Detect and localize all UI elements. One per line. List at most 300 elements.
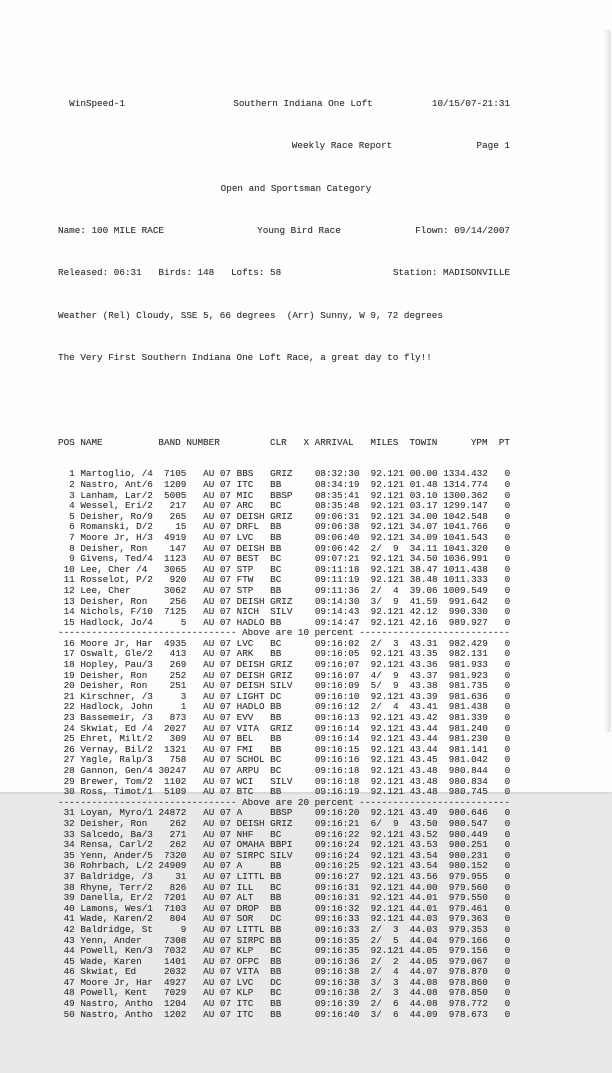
cell-ypm: 978.673 xyxy=(443,1008,488,1020)
cell-miles: 92.121 xyxy=(370,489,405,501)
cell-x xyxy=(304,701,310,712)
cell-arrival: 09:16:20 xyxy=(314,807,360,819)
cell-pt: 0 xyxy=(499,860,511,872)
cell-ypm: 980.449 xyxy=(443,828,488,840)
cell-clr: BB xyxy=(270,955,293,967)
cell-x xyxy=(304,500,310,511)
cell-band: 271 xyxy=(158,828,187,840)
cell-name: Moore Jr, Har xyxy=(80,976,153,988)
cell-x xyxy=(304,977,310,988)
cell-towin: 44.01 xyxy=(409,892,438,904)
cell-band: 1102 xyxy=(158,775,187,787)
cell-arrival: 09:16:38 xyxy=(314,976,360,988)
cell-pos: 5 xyxy=(58,510,75,522)
cell-clr: BB xyxy=(270,733,293,745)
cell-name: Oswalt, Gle/2 xyxy=(80,648,153,660)
cell-towin: 39.06 xyxy=(409,584,438,596)
cell-arrival: 09:16:25 xyxy=(314,860,360,872)
cell-pt: 0 xyxy=(499,659,511,671)
cell-x xyxy=(304,659,310,670)
cell-name: Bassemeir, /3 xyxy=(80,712,153,724)
cell-band-prefix: AU 07 xyxy=(203,584,232,596)
cell-miles: 3/ 3 xyxy=(370,976,405,988)
cell-miles: 92.121 xyxy=(370,468,405,480)
cell-band: 5005 xyxy=(158,489,187,501)
cell-arrival: 09:16:05 xyxy=(314,648,360,660)
cell-clr: DC xyxy=(270,690,293,702)
cell-band: 7029 xyxy=(158,987,187,999)
cell-clr: BB xyxy=(270,902,293,914)
cell-loft: SCHOL xyxy=(236,754,265,766)
cell-x xyxy=(304,818,310,829)
cell-loft: DEISH xyxy=(236,595,265,607)
cell-clr: BC xyxy=(270,754,293,766)
cell-band: 7103 xyxy=(158,902,187,914)
cell-name: Deisher, Ron xyxy=(80,595,153,607)
cell-x xyxy=(304,871,310,882)
cell-pt: 0 xyxy=(499,945,511,957)
cell-name: Romanski, D/2 xyxy=(80,521,153,533)
category-title: Open and Sportsman Category xyxy=(220,182,372,194)
cell-clr: BC xyxy=(270,574,293,586)
cell-clr: SILV xyxy=(270,775,293,787)
cell-towin: 34.07 xyxy=(409,521,438,533)
cell-pt: 0 xyxy=(499,902,511,914)
cell-towin: 44.07 xyxy=(409,966,438,978)
organization-title: Southern Indiana One Loft xyxy=(233,97,373,109)
cell-loft: ALT xyxy=(236,892,265,904)
cell-towin: 34.00 xyxy=(409,510,438,522)
cell-x xyxy=(304,733,310,744)
cell-band: 31 xyxy=(158,870,187,882)
cell-band: 7105 xyxy=(158,468,187,480)
cell-band-prefix: AU 07 xyxy=(203,881,232,893)
cell-pos: 35 xyxy=(58,849,75,861)
cell-ypm: 980.745 xyxy=(443,786,488,798)
cell-name: Nastro, Ant/6 xyxy=(80,478,153,490)
cell-band-prefix: AU 07 xyxy=(203,839,232,851)
cell-miles: 92.121 xyxy=(370,574,405,586)
cell-name: Hadlock, Jo/4 xyxy=(80,616,153,628)
cell-ypm: 979.353 xyxy=(443,923,488,935)
cell-clr: BB xyxy=(270,542,293,554)
cell-clr: BC xyxy=(270,553,293,565)
cell-pt: 0 xyxy=(499,913,511,925)
cell-towin: 44.05 xyxy=(409,955,438,967)
cell-towin: 43.54 xyxy=(409,849,438,861)
cell-loft: ITC xyxy=(236,478,265,490)
cell-band-prefix: AU 07 xyxy=(203,870,232,882)
cell-miles: 92.121 xyxy=(370,743,405,755)
cell-ypm: 1041.543 xyxy=(443,531,488,543)
cell-pt: 0 xyxy=(499,849,511,861)
cell-band-prefix: AU 07 xyxy=(203,945,232,957)
cell-pt: 0 xyxy=(499,669,511,681)
cell-loft: STP xyxy=(236,563,265,575)
cell-miles: 6/ 9 xyxy=(370,817,405,829)
cell-pt: 0 xyxy=(499,574,511,586)
cell-pos: 17 xyxy=(58,648,75,660)
cell-arrival: 09:14:30 xyxy=(314,595,360,607)
cell-clr: BB xyxy=(270,860,293,872)
cell-band: 1123 xyxy=(158,553,187,565)
cell-band-prefix: AU 07 xyxy=(203,542,232,554)
cell-x xyxy=(304,638,310,649)
page-number: Page 1 xyxy=(476,140,510,152)
cell-pt: 0 xyxy=(499,881,511,893)
cell-band: 309 xyxy=(158,733,187,745)
cell-pos: 24 xyxy=(58,722,75,734)
cell-pos: 13 xyxy=(58,595,75,607)
cell-ypm: 1041.320 xyxy=(443,542,488,554)
cell-band-prefix: AU 07 xyxy=(203,987,232,999)
cell-arrival: 09:16:13 xyxy=(314,712,360,724)
cell-band-prefix: AU 07 xyxy=(203,913,232,925)
cell-arrival: 08:32:30 xyxy=(314,468,360,480)
cell-ypm: 982.429 xyxy=(443,637,488,649)
cell-pos: 48 xyxy=(58,987,75,999)
cell-miles: 92.121 xyxy=(370,754,405,766)
cell-ypm: 981.230 xyxy=(443,733,488,745)
cell-clr: BC xyxy=(270,563,293,575)
cell-x xyxy=(304,956,310,967)
cell-band-prefix: AU 07 xyxy=(203,828,232,840)
cell-x xyxy=(304,882,310,893)
cell-towin: 34.11 xyxy=(409,542,438,554)
cell-name: Moore Jr, H/3 xyxy=(80,531,153,543)
cell-band: 3065 xyxy=(158,563,187,575)
cell-x xyxy=(304,1009,310,1020)
cell-band: 4935 xyxy=(158,637,187,649)
cell-ypm: 980.152 xyxy=(443,860,488,872)
cell-miles: 92.121 xyxy=(370,563,405,575)
cell-loft: LITTL xyxy=(236,923,265,935)
cell-pos: 31 xyxy=(58,807,75,819)
cell-clr: GRIZ xyxy=(270,817,293,829)
cell-loft: ARK xyxy=(236,648,265,660)
cell-ypm: 978.860 xyxy=(443,976,488,988)
cell-loft: ARC xyxy=(236,500,265,512)
cell-name: Nastro, Antho xyxy=(80,998,153,1010)
weather-line xyxy=(58,311,510,322)
cell-towin: 44.03 xyxy=(409,923,438,935)
cell-clr: BC xyxy=(270,500,293,512)
cell-pos: 22 xyxy=(58,701,75,713)
cell-pt: 0 xyxy=(499,722,511,734)
cell-pos: 47 xyxy=(58,976,75,988)
cell-name: Brewer, Tom/2 xyxy=(80,775,153,787)
cell-pt: 0 xyxy=(499,712,511,724)
cell-arrival: 09:16:33 xyxy=(314,923,360,935)
weather-info: Weather (Rel) Cloudy, SSE 5, 66 degrees (Arr) Sunny, W 9, 72 degrees xyxy=(58,309,443,321)
table-row xyxy=(58,1010,510,1021)
cell-loft: DEISH xyxy=(236,510,265,522)
cell-loft: ILL xyxy=(236,881,265,893)
cell-loft: KLP xyxy=(236,945,265,957)
cell-arrival: 09:06:40 xyxy=(314,531,360,543)
cell-loft: DEISH xyxy=(236,659,265,671)
cell-clr: BB xyxy=(270,743,293,755)
cell-towin: 44.08 xyxy=(409,976,438,988)
cell-x xyxy=(304,966,310,977)
cell-clr: DC xyxy=(270,913,293,925)
cell-band-prefix: AU 07 xyxy=(203,553,232,565)
cell-clr: BB xyxy=(270,998,293,1010)
cell-pos: 30 xyxy=(58,786,75,798)
cell-name: Lee, Cher /4 xyxy=(80,563,153,575)
cell-clr: BB xyxy=(270,712,293,724)
cell-ypm: 981.933 xyxy=(443,659,488,671)
cell-towin: 43.44 xyxy=(409,733,438,745)
cell-ypm: 979.955 xyxy=(443,870,488,882)
cell-band: 5109 xyxy=(158,786,187,798)
percent-separator: -------------------------------- Above are 10 percent --------------------------- xyxy=(58,627,510,639)
cell-x xyxy=(304,479,310,490)
app-title: WinSpeed-1 xyxy=(69,97,125,109)
cell-towin: 42.12 xyxy=(409,606,438,618)
cell-towin: 44.04 xyxy=(409,934,438,946)
cell-arrival: 09:16:39 xyxy=(314,998,360,1010)
cell-x xyxy=(304,786,310,797)
cell-band-prefix: AU 07 xyxy=(203,521,232,533)
cell-pt: 0 xyxy=(499,807,511,819)
cell-pos: 29 xyxy=(58,775,75,787)
header-line-4 xyxy=(58,226,510,237)
cell-x xyxy=(304,807,310,818)
cell-name: Deisher, Ron xyxy=(80,542,153,554)
cell-miles: 92.121 xyxy=(370,648,405,660)
cell-miles: 92.121 xyxy=(370,849,405,861)
cell-pos: 23 xyxy=(58,712,75,724)
cell-clr: BB xyxy=(270,923,293,935)
cell-x xyxy=(304,585,310,596)
cell-loft: NHF xyxy=(236,828,265,840)
cell-loft: DEISH xyxy=(236,680,265,692)
cell-ypm: 1042.548 xyxy=(443,510,488,522)
cell-loft: OFPC xyxy=(236,955,265,967)
cell-arrival: 09:16:33 xyxy=(314,913,360,925)
header-line-2 xyxy=(58,141,510,152)
header-line-3 xyxy=(58,184,510,195)
cell-miles: 2/ 3 xyxy=(370,987,405,999)
cell-x xyxy=(304,850,310,861)
cell-towin: 43.44 xyxy=(409,743,438,755)
cell-arrival: 09:16:35 xyxy=(314,945,360,957)
cell-clr: BB xyxy=(270,966,293,978)
cell-arrival: 09:16:40 xyxy=(314,1008,360,1020)
cell-miles: 4/ 9 xyxy=(370,669,405,681)
cell-ypm: 1036.991 xyxy=(443,553,488,565)
cell-band-prefix: AU 07 xyxy=(203,574,232,586)
cell-pt: 0 xyxy=(499,934,511,946)
cell-band-prefix: AU 07 xyxy=(203,849,232,861)
cell-pt: 0 xyxy=(499,690,511,702)
cell-band: 15 xyxy=(158,521,187,533)
cell-name: Ehret, Milt/2 xyxy=(80,733,153,745)
cell-miles: 92.121 xyxy=(370,913,405,925)
cell-pt: 0 xyxy=(499,478,511,490)
cell-arrival: 08:35:48 xyxy=(314,500,360,512)
cell-clr: BB xyxy=(270,892,293,904)
cell-band: 1204 xyxy=(158,998,187,1010)
cell-ypm: 1299.147 xyxy=(443,500,488,512)
cell-towin: 43.44 xyxy=(409,722,438,734)
cell-ypm: 1314.774 xyxy=(443,478,488,490)
cell-arrival: 09:16:07 xyxy=(314,659,360,671)
cell-miles: 2/ 4 xyxy=(370,701,405,713)
cell-x xyxy=(304,606,310,617)
cell-towin: 00.00 xyxy=(409,468,438,480)
cell-pos: 25 xyxy=(58,733,75,745)
cell-ypm: 981.339 xyxy=(443,712,488,724)
cell-ypm: 981.735 xyxy=(443,680,488,692)
cell-x xyxy=(304,670,310,681)
cell-miles: 2/ 3 xyxy=(370,923,405,935)
cell-band: 804 xyxy=(158,913,187,925)
cell-arrival: 09:16:31 xyxy=(314,881,360,893)
cell-pos: 45 xyxy=(58,955,75,967)
cell-towin: 44.05 xyxy=(409,945,438,957)
cell-arrival: 09:16:07 xyxy=(314,669,360,681)
cell-loft: FTW xyxy=(236,574,265,586)
cell-clr: BBSP xyxy=(270,489,293,501)
cell-name: Deisher, Ro/9 xyxy=(80,510,153,522)
cell-clr: BB xyxy=(270,584,293,596)
cell-towin: 44.08 xyxy=(409,998,438,1010)
cell-pt: 0 xyxy=(499,531,511,543)
cell-pt: 0 xyxy=(499,817,511,829)
cell-arrival: 09:11:36 xyxy=(314,584,360,596)
cell-clr: BB xyxy=(270,616,293,628)
cell-clr: BB xyxy=(270,648,293,660)
cell-ypm: 989.927 xyxy=(443,616,488,628)
cell-ypm: 978.772 xyxy=(443,998,488,1010)
cell-pt: 0 xyxy=(499,743,511,755)
cell-ypm: 980.646 xyxy=(443,807,488,819)
cell-x xyxy=(304,490,310,501)
cell-pt: 0 xyxy=(499,998,511,1010)
cell-name: Martoglio, /4 xyxy=(80,468,153,480)
cell-pt: 0 xyxy=(499,637,511,649)
cell-band-prefix: AU 07 xyxy=(203,733,232,745)
cell-towin: 43.36 xyxy=(409,659,438,671)
cell-arrival: 09:16:31 xyxy=(314,892,360,904)
cell-loft: FMI xyxy=(236,743,265,755)
cell-arrival: 09:16:35 xyxy=(314,934,360,946)
cell-x xyxy=(304,723,310,734)
cell-pt: 0 xyxy=(499,1008,511,1020)
cell-loft: VITA xyxy=(236,722,265,734)
station-name: Station: MADISONVILLE xyxy=(392,267,510,279)
cell-loft: SOR xyxy=(236,913,265,925)
cell-band-prefix: AU 07 xyxy=(203,563,232,575)
cell-band: 24872 xyxy=(158,807,187,819)
results-section xyxy=(58,416,510,1041)
cell-ypm: 980.834 xyxy=(443,775,488,787)
cell-miles: 92.121 xyxy=(370,510,405,522)
cell-x xyxy=(304,903,310,914)
cell-clr: BB xyxy=(270,1008,293,1020)
cell-miles: 92.121 xyxy=(370,500,405,512)
cell-clr: SILV xyxy=(270,606,293,618)
cell-clr: GRIZ xyxy=(270,669,293,681)
cell-towin: 43.39 xyxy=(409,690,438,702)
cell-miles: 92.121 xyxy=(370,722,405,734)
cell-name: Deisher, Ron xyxy=(80,669,153,681)
cell-miles: 92.121 xyxy=(370,765,405,776)
cell-pt: 0 xyxy=(499,955,511,967)
cell-arrival: 09:16:12 xyxy=(314,701,360,713)
race-note: The Very First Southern Indiana One Loft Race, a great day to fly!! xyxy=(58,352,432,364)
cell-band-prefix: AU 07 xyxy=(203,817,232,829)
cell-name: Gannon, Gen/4 xyxy=(80,765,153,776)
cell-pos: 2 xyxy=(58,478,75,490)
cell-pt: 0 xyxy=(499,923,511,935)
cell-x xyxy=(304,468,310,479)
cell-ypm: 979.560 xyxy=(443,881,488,893)
cell-loft: HADLO xyxy=(236,701,265,713)
cell-band: 4919 xyxy=(158,531,187,543)
cell-towin: 44.01 xyxy=(409,902,438,914)
cell-ypm: 1334.432 xyxy=(443,468,488,480)
cell-clr: GRIZ xyxy=(270,722,293,734)
cell-ypm: 981.240 xyxy=(443,722,488,734)
cell-towin: 43.48 xyxy=(409,775,438,787)
cell-loft: DEISH xyxy=(236,542,265,554)
cell-miles: 92.121 xyxy=(370,786,405,798)
cell-loft: KLP xyxy=(236,987,265,999)
cell-towin: 38.47 xyxy=(409,563,438,575)
cell-loft: WCI xyxy=(236,775,265,787)
cell-arrival: 09:14:47 xyxy=(314,616,360,628)
cell-band: 7320 xyxy=(158,849,187,861)
cell-pos: 12 xyxy=(58,584,75,596)
cell-pos: 15 xyxy=(58,616,75,628)
cell-pos: 21 xyxy=(58,690,75,702)
cell-band-prefix: AU 07 xyxy=(203,690,232,702)
cell-clr: BC xyxy=(270,945,293,957)
cell-name: Yagle, Ralp/3 xyxy=(80,754,153,766)
cell-name: Lanham, Lar/2 xyxy=(80,489,153,501)
cell-x xyxy=(304,839,310,850)
cell-band: 3 xyxy=(158,690,187,702)
cell-clr: BB xyxy=(270,786,293,798)
cell-pos: 49 xyxy=(58,998,75,1010)
cell-x xyxy=(304,543,310,554)
cell-pos: 6 xyxy=(58,521,75,533)
cell-x xyxy=(304,511,310,522)
cell-ypm: 1009.549 xyxy=(443,584,488,596)
cell-band: 2032 xyxy=(158,966,187,978)
cell-towin: 43.48 xyxy=(409,786,438,798)
cell-name: Wade, Karen xyxy=(80,955,153,967)
cell-arrival: 09:16:18 xyxy=(314,765,360,776)
cell-band: 5 xyxy=(158,616,187,628)
cell-name: Yenn, Ander xyxy=(80,934,153,946)
cell-name: Hopley, Pau/3 xyxy=(80,659,153,671)
cell-name: Rosselot, P/2 xyxy=(80,574,153,586)
cell-band: 1202 xyxy=(158,1008,187,1020)
cell-towin: 43.37 xyxy=(409,669,438,681)
cell-pt: 0 xyxy=(499,775,511,787)
cell-loft: HADLO xyxy=(236,616,265,628)
cell-band: 24909 xyxy=(158,860,187,872)
flown-date: Flown: 09/14/2007 xyxy=(415,224,510,236)
cell-band-prefix: AU 07 xyxy=(203,807,232,819)
cell-miles: 2/ 5 xyxy=(370,934,405,946)
cell-pt: 0 xyxy=(499,563,511,575)
cell-pt: 0 xyxy=(499,616,511,628)
